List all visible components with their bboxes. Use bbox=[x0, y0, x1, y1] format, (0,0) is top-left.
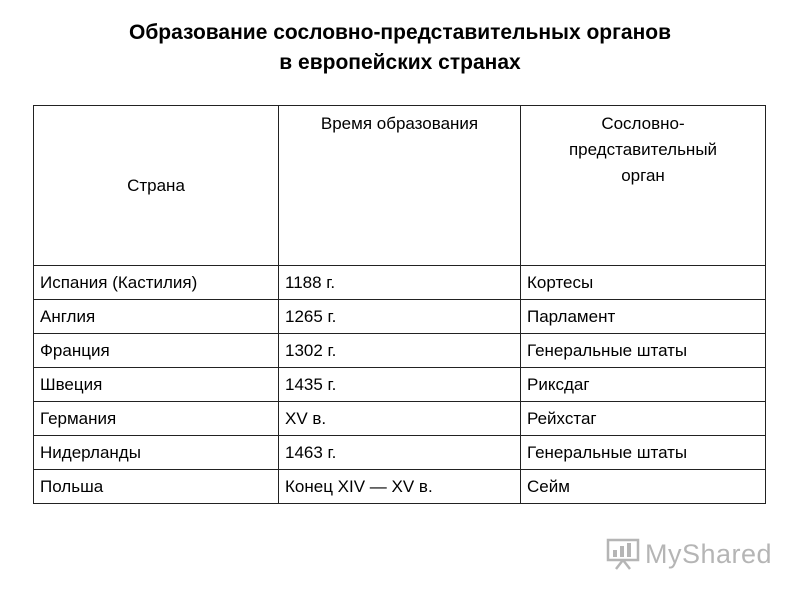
table-row bbox=[34, 266, 766, 300]
cell-country: Англия bbox=[34, 300, 279, 334]
cell-country: Германия bbox=[34, 402, 279, 436]
table-header-row bbox=[34, 106, 766, 266]
table-row bbox=[34, 368, 766, 402]
header-time: Время образования bbox=[279, 106, 521, 266]
presentation-board-icon bbox=[606, 538, 640, 570]
cell-body: Рейхстаг bbox=[521, 402, 766, 436]
page-title bbox=[0, 18, 800, 78]
cell-time: Конец XIV — XV в. bbox=[279, 470, 521, 504]
table-row bbox=[34, 334, 766, 368]
cell-body: Риксдаг bbox=[521, 368, 766, 402]
myshared-watermark bbox=[606, 538, 772, 570]
header-country: Страна bbox=[34, 106, 279, 266]
cell-country: Польша bbox=[34, 470, 279, 504]
table-row bbox=[34, 436, 766, 470]
cell-country: Испания (Кастилия) bbox=[34, 266, 279, 300]
header-body: Сословно- представительный орган bbox=[521, 106, 766, 266]
title-line-1: Образование сословно-представительных органов bbox=[128, 21, 671, 44]
cell-time: 1265 г. bbox=[279, 300, 521, 334]
cell-body: Генеральные штаты bbox=[521, 436, 766, 470]
estates-bodies-table bbox=[33, 105, 766, 504]
title-line-2: в европейских странах bbox=[279, 51, 521, 74]
cell-country: Швеция bbox=[34, 368, 279, 402]
cell-time: XV в. bbox=[279, 402, 521, 436]
cell-country: Нидерланды bbox=[34, 436, 279, 470]
table-row bbox=[34, 470, 766, 504]
watermark-text: MyShared bbox=[645, 538, 773, 569]
table-row bbox=[34, 300, 766, 334]
cell-body: Парламент bbox=[521, 300, 766, 334]
cell-time: 1463 г. bbox=[279, 436, 521, 470]
cell-body: Кортесы bbox=[521, 266, 766, 300]
cell-time: 1302 г. bbox=[279, 334, 521, 368]
cell-body: Генеральные штаты bbox=[521, 334, 766, 368]
cell-country: Франция bbox=[34, 334, 279, 368]
cell-body: Сейм bbox=[521, 470, 766, 504]
cell-time: 1435 г. bbox=[279, 368, 521, 402]
table-row bbox=[34, 402, 766, 436]
cell-time: 1188 г. bbox=[279, 266, 521, 300]
